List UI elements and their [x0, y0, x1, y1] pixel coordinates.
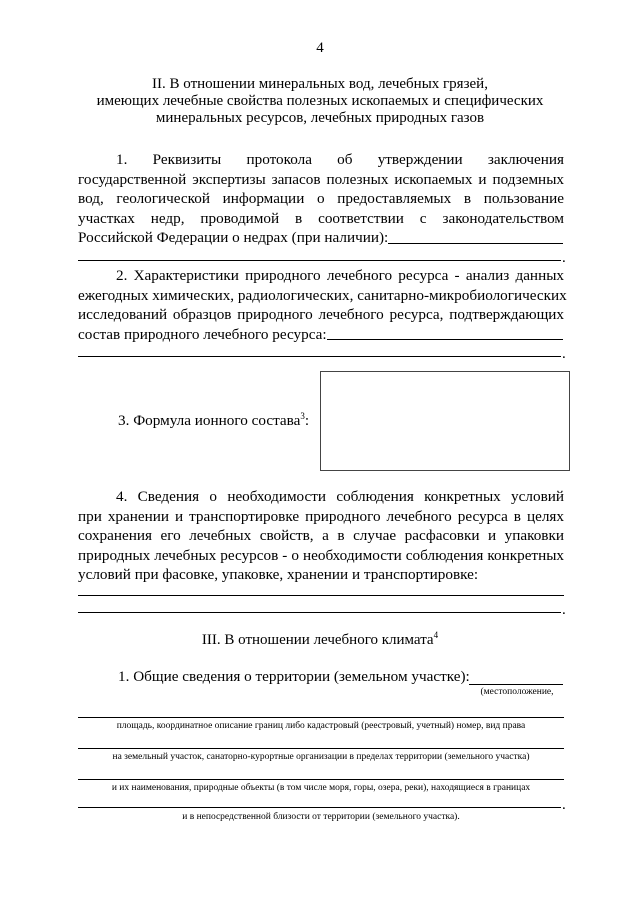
- item-1-line-5: Российской Федерации о недрах (при наличии):: [78, 229, 389, 247]
- item-4-answer-line-1[interactable]: [78, 595, 564, 596]
- item-2-line-4: состав природного лечебного ресурса:: [78, 325, 327, 343]
- item-1-line-3: вод, геологической информации о предоставляемых в пользование: [78, 190, 564, 208]
- item-2-answer-field[interactable]: [327, 339, 563, 340]
- section-2-heading-line-1: II. В отношении минеральных вод, лечебных грязей,: [152, 76, 488, 92]
- territory-info-line-3[interactable]: [78, 779, 564, 780]
- item-2-line-1: 2. Характеристики природного лечебного ресурса - анализ данных: [116, 267, 564, 284]
- item-1-line-2: государственной экспертизы запасов полезных ископаемых и подземных: [78, 170, 564, 188]
- territory-info-line-4[interactable]: [78, 807, 561, 808]
- section-2-heading-line-3: минеральных ресурсов, лечебных природных газов: [155, 110, 485, 126]
- item-3-colon: :: [304, 412, 310, 429]
- territory-info-period: .: [562, 797, 566, 813]
- item-4-period: .: [562, 602, 566, 618]
- hint-location: (местоположение,: [480, 687, 554, 697]
- item-4-answer-line-2[interactable]: [78, 612, 561, 613]
- page-number: 4: [316, 40, 324, 56]
- item-1-answer-line[interactable]: [78, 260, 561, 261]
- item-2-answer-line[interactable]: [78, 356, 561, 357]
- hint-natural-objects: и их наименования, природные объекты (в том числе моря, горы, озера, реки), находящиеся в границах: [111, 783, 531, 793]
- item-1-line-4: участках недр, проводимой в соответствии с законодательством: [78, 209, 564, 227]
- section-3-item-1-label: 1. Общие сведения о территории (земельном участке):: [118, 668, 470, 685]
- territory-info-field[interactable]: [469, 684, 563, 685]
- item-4-line-1: 4. Сведения о необходимости соблюдения конкретных условий: [116, 488, 564, 505]
- item-4-line-3: сохранения его лечебных свойств, а в случае расфасовки и упаковки: [78, 527, 564, 545]
- territory-info-line-2[interactable]: [78, 748, 564, 749]
- hint-land-rights: на земельный участок, санаторно-курортные организации в пределах территории (земельного участка): [112, 752, 530, 762]
- section-2-heading-line-2: имеющих лечебные свойства полезных ископаемых и специфических: [96, 93, 544, 109]
- hint-area-coordinates: площадь, координатное описание границ либо кадастровый (реестровый, учетный) номер, вид права: [116, 721, 526, 731]
- footnote-3-marker: 3: [300, 411, 305, 421]
- item-4-line-4: природных лечебных ресурсов - о необходимости соблюдения конкретных: [78, 546, 564, 564]
- item-4-line-2: при хранении и транспортировке природного лечебного ресурса в целях: [78, 507, 564, 525]
- item-2-line-3: исследований образцов природного лечебного ресурса, подтверждающих: [78, 306, 564, 324]
- ion-formula-box[interactable]: [320, 371, 570, 471]
- item-2-line-2: ежегодных химических, радиологических, санитарно-микробиологических: [78, 286, 567, 304]
- item-3-label: 3. Формула ионного состава: [118, 412, 301, 429]
- item-1-answer-field[interactable]: [388, 243, 563, 244]
- item-4-line-5: условий при фасовке, упаковке, хранении и транспортировке:: [78, 566, 479, 584]
- section-3-heading-text: III. В отношении лечебного климата: [201, 632, 434, 648]
- item-1-line-1: 1. Реквизиты протокола об утверждении заключения: [116, 151, 564, 168]
- territory-info-line-1[interactable]: [78, 717, 564, 718]
- section-3-heading: [0, 632, 640, 649]
- footnote-4-marker: 4: [433, 630, 439, 640]
- item-3-ion-formula: [118, 412, 309, 430]
- section-2-heading: [75, 76, 565, 127]
- item-2-period: .: [562, 346, 566, 362]
- hint-proximity: и в непосредственной близости от территории (земельного участка).: [182, 812, 460, 822]
- item-1-period: .: [562, 250, 566, 266]
